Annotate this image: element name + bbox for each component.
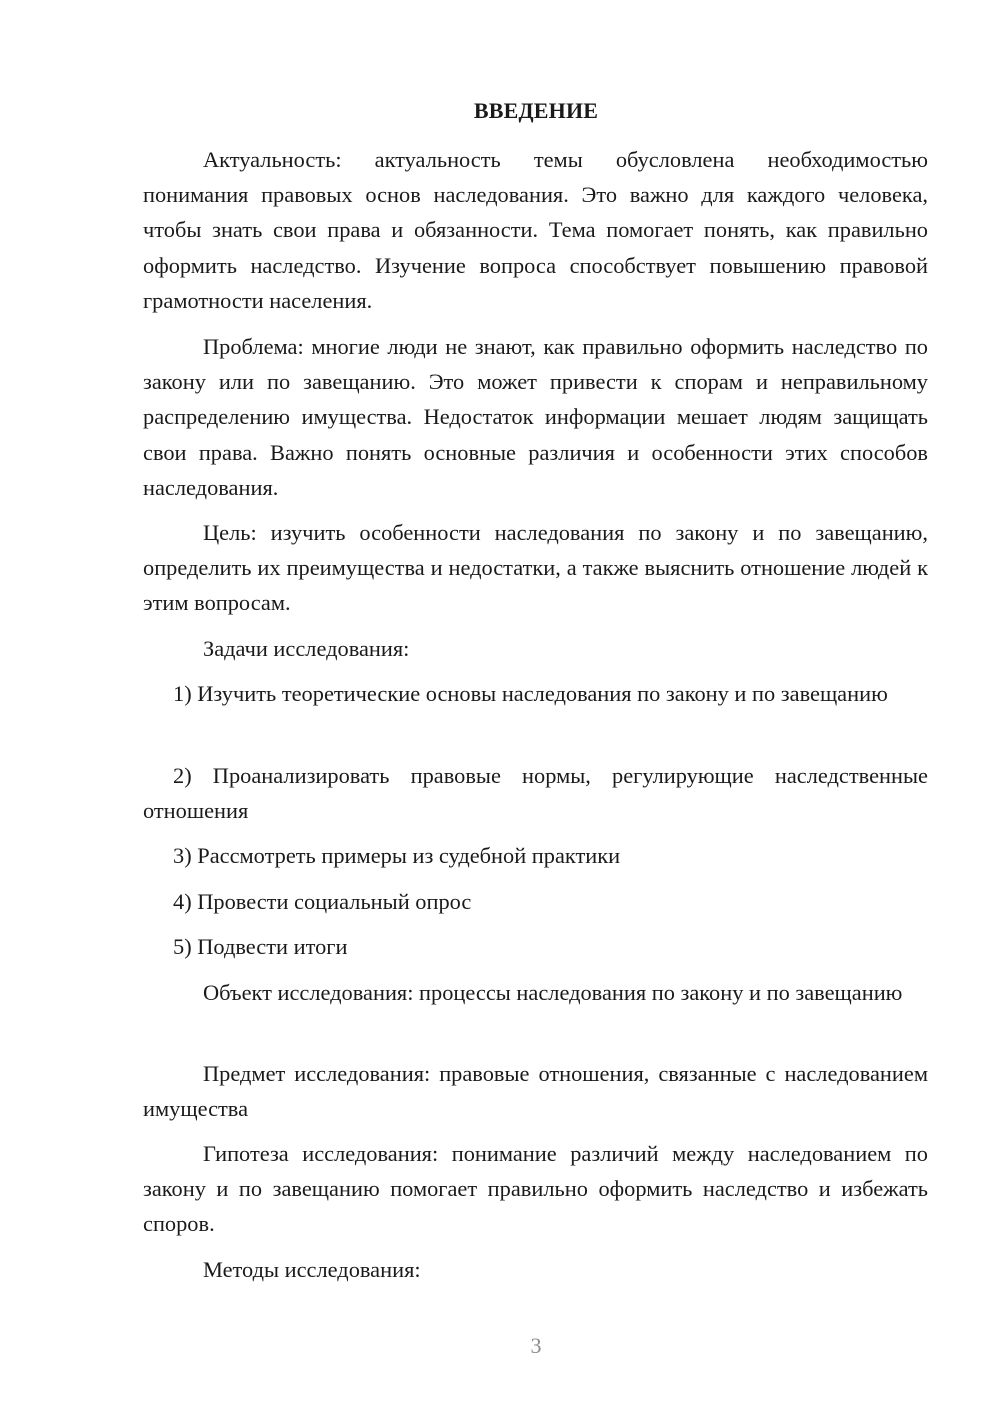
subject-paragraph: Предмет исследования: правовые отношения, связанные с наследованием имущества — [143, 1061, 928, 1122]
methods-heading: Методы исследования: — [203, 1257, 421, 1282]
goal-paragraph: Цель: изучить особенности наследования по закону и по завещанию, определить их преимущества и недостатки, а также выяснить отношение людей к этим вопросам. — [143, 520, 928, 616]
task-item-1: 1) Изучить теоретические основы наследования по закону и по завещанию — [173, 681, 888, 706]
page-title: ВВЕДЕНИЕ — [473, 98, 599, 123]
tasks-heading: Задачи исследования: — [203, 636, 410, 661]
object-paragraph: Объект исследования: процессы наследования по закону и по завещанию — [203, 980, 903, 1005]
relevance-paragraph: Актуальность: актуальность темы обусловлена необходимостью понимания правовых основ наследования. Это важно для каждого человека, чтобы знать свои права и обязанности. Тема помогает понять, как правильно оформить наследство. Изучение вопроса способствует повышению правовой грамотности населения. — [143, 147, 928, 313]
task-item-4: 4) Провести социальный опрос — [173, 889, 472, 914]
task-item-5: 5) Подвести итоги — [173, 934, 348, 959]
hypothesis-paragraph: Гипотеза исследования: понимание различий между наследованием по закону и по завещанию помогает правильно оформить наследство и избежать споров. — [143, 1141, 928, 1237]
problem-paragraph: Проблема: многие люди не знают, как правильно оформить наследство по закону или по завещанию. Это может привести к спорам и неправильному распределению имущества. Недостаток информации мешает людям защищать свои права. Важно понять основные различия и особенности этих способов наследования. — [143, 334, 928, 500]
task-item-3: 3) Рассмотреть примеры из судебной практики — [173, 843, 621, 868]
page-number: 3 — [530, 1333, 542, 1358]
task-item-2: 2) Проанализировать правовые нормы, регулирующие наследственные отношения — [143, 763, 928, 824]
